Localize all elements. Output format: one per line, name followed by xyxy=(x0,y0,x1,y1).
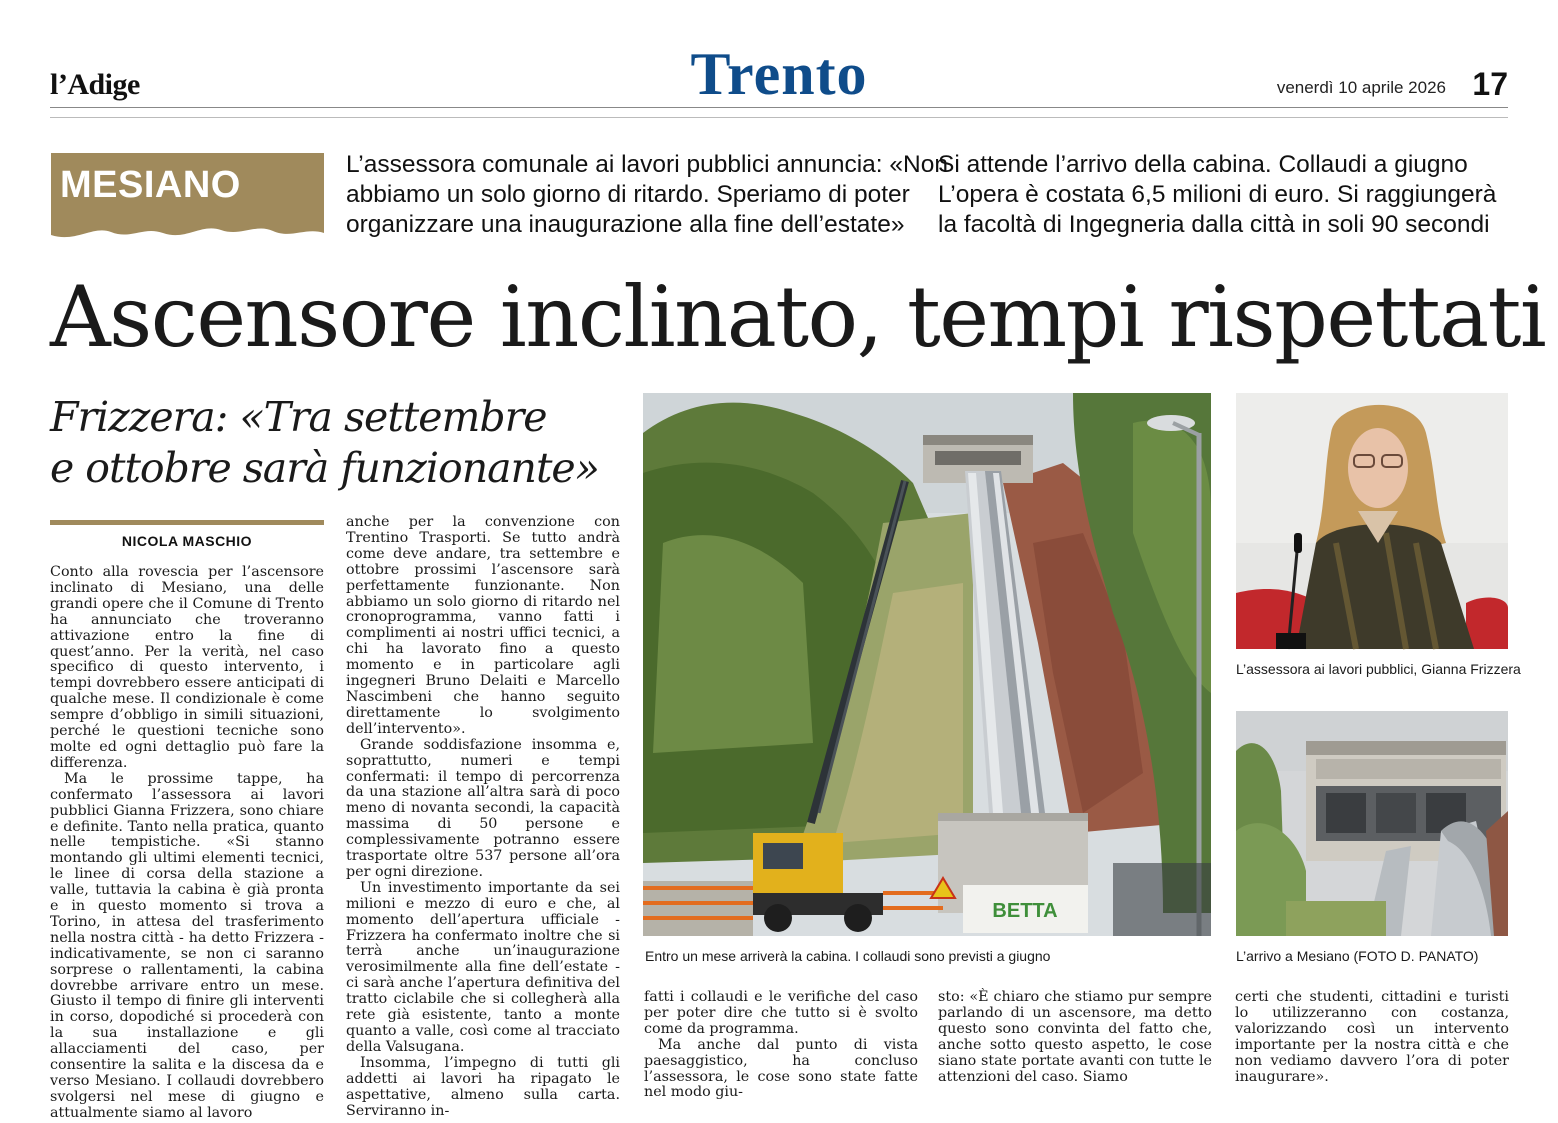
station-photo xyxy=(1236,711,1508,936)
deck xyxy=(50,392,630,494)
paragraph: Conto alla rovescia per l’ascensore inclinato di Mesiano, una delle grandi opere che il Comune di Trento ha annunciato che troveranno attivazione entro la fine di quest’anno. Per la verità, nel caso specifico di questo intervento, i tempi dovrebbero essere anticipati di qualche mese. Il condizionale è come sempre d’obbligo in simili situazioni, perché le questioni tecniche sono molte ed ogni dettaglio può fare la differenza. xyxy=(50,564,324,771)
byline: NICOLA MASCHIO xyxy=(121,533,253,549)
upper-station-photo xyxy=(1236,711,1508,936)
byline-rule xyxy=(50,520,324,525)
subhead-left-line: organizzare una inaugurazione alla fine dell’estate» xyxy=(346,211,905,238)
deck-line: e ottobre sarà funzionante» xyxy=(50,444,599,492)
inclined-elevator-photo xyxy=(643,393,1211,936)
masthead-rule xyxy=(50,107,1508,108)
subhead-left-line: L’assessora comunale ai lavori pubblici annuncia: «Non xyxy=(346,151,948,178)
deck-line: Frizzera: «Tra settembre xyxy=(50,393,547,441)
subhead-right-line: L’opera è costata 6,5 milioni di euro. Si raggiungerà xyxy=(938,181,1497,208)
newspaper-logo: l’Adige xyxy=(50,68,140,101)
subhead-right-line: Si attende l’arrivo della cabina. Collaudi a giugno xyxy=(938,151,1468,178)
paragraph: Insomma, l’impegno di tutti gli addetti ai lavori ha ripagato le aspettative, almeno sulla carta. Serviranno in- xyxy=(346,1054,620,1119)
kicker-tag xyxy=(51,153,324,248)
headline: Ascensore inclinato, tempi rispettati xyxy=(50,268,1546,366)
subhead-right-line: la facoltà di Ingegneria dalla città in soli 90 secondi xyxy=(938,211,1490,238)
article-column-4 xyxy=(938,990,1212,1098)
portrait-caption: L’assessora ai lavori pubblici, Gianna Frizzera xyxy=(1236,661,1521,677)
main-photo-caption: Entro un mese arriverà la cabina. I collaudi sono previsti a giugno xyxy=(645,948,1051,964)
paragraph: fatti i collaudi e le verifiche del caso per poter dire che tutto si è svolto come da programma. xyxy=(644,989,918,1037)
station-caption: L’arrivo a Mesiano (FOTO D. PANATO) xyxy=(1236,948,1479,964)
section-title: Trento xyxy=(690,41,868,107)
paragraph: Un investimento importante da sei milioni e mezzo di euro e che, al momento dell’apertura ufficiale - Frizzera ha confermato inoltre che si terrà anche un’inaugurazione verosimilmente alla fine dell’estate - ci sarà anche l’apertura definitiva del tratto ciclabile che si collegherà alla rete già esistente, tanto a monte quanto a valle, così come al tracciato della Valsugana. xyxy=(346,879,620,1055)
article-column-5 xyxy=(1235,990,1509,1098)
paragraph: Ma le prossime tappe, ha confermato l’assessora ai lavori pubblici Gianna Frizzera, sono chiare e definite. Tanto nella pratica, quanto nelle tempistiche. «Si stanno montando gli ultimi elementi tecnici, le linee di corsa della stazione a valle, tuttavia la cabina è già pronta e in questo momento si trova a Torino, in attesa del trasferimento nella nostra città - ha detto Frizzera - indicativamente, se non ci saranno sorprese o rallentamenti, la cabina dovrebbe arrivare entro un mese. Giusto il tempo di finire gli interventi in corso, dopodiché si procederà con la sua installazione e gli allacciamenti del caso, per consentire la salita e la discesa da e verso Mesiano. I collaudi dovrebbero svolgersi nel mese di giugno e attualmente siamo al lavoro xyxy=(50,770,324,1121)
article-column-2 xyxy=(346,514,620,1119)
article-column-3 xyxy=(644,989,918,1101)
kicker-label: MESIANO xyxy=(60,164,241,206)
masthead-rule-secondary xyxy=(50,117,1508,118)
subhead-left xyxy=(346,150,948,240)
portrait-photo xyxy=(1236,393,1508,649)
page-number: 17 xyxy=(1472,66,1508,102)
paragraph: Ma anche dal punto di vista paesaggistico, ha concluso l’assessora, le cose sono state fatte nel modo giu- xyxy=(644,1036,918,1101)
construction-sign-text: BETTA xyxy=(992,900,1058,922)
issue-date: venerdì 10 aprile 2026 xyxy=(1276,78,1446,97)
paragraph: anche per la convenzione con Trentino Trasporti. Se tutto andrà come deve andare, tra settembre e ottobre prossimi l’ascensore sarà perfettamente funzionante. Non abbiamo un solo giorno di ritardo nel cronoprogramma, vanno fatti i complimenti ai nostri uffici tecnici, a chi ha lavorato fino a questo momento e in particolare agli ingegneri Bruno Delaiti e Marcello Nascimbeni che hanno seguito direttamente lo svolgimento dell’intervento». xyxy=(346,514,620,737)
councillor-portrait xyxy=(1236,393,1508,649)
article-column-1 xyxy=(50,564,324,1121)
subhead-right xyxy=(938,150,1508,240)
paragraph: Grande soddisfazione insomma e, soprattutto, numeri e tempi confermati: il tempo di percorrenza da una stazione all’altra sarà di poco meno di novanta secondi, la capacità massima di 50 persone e complessivamente potranno essere trasportate oltre 537 persone all’ora per ogni direzione. xyxy=(346,736,620,880)
paragraph: sto: «È chiaro che stiamo pur sempre parlando di un ascensore, ma detto questo sono convinta del fatto che, anche sotto questo aspetto, le cose siano state portate avanti con tutte le attenzioni del caso. Siamo xyxy=(938,989,1212,1085)
subhead-left-line: abbiamo un solo giorno di ritardo. Speriamo di poter xyxy=(346,181,910,208)
paragraph: certi che studenti, cittadini e turisti lo utilizzeranno con costanza, valorizzando così un intervento importante per la nostra città e che non vediamo davvero l’ora di poter inaugurare». xyxy=(1235,989,1509,1085)
main-photo xyxy=(643,393,1211,936)
